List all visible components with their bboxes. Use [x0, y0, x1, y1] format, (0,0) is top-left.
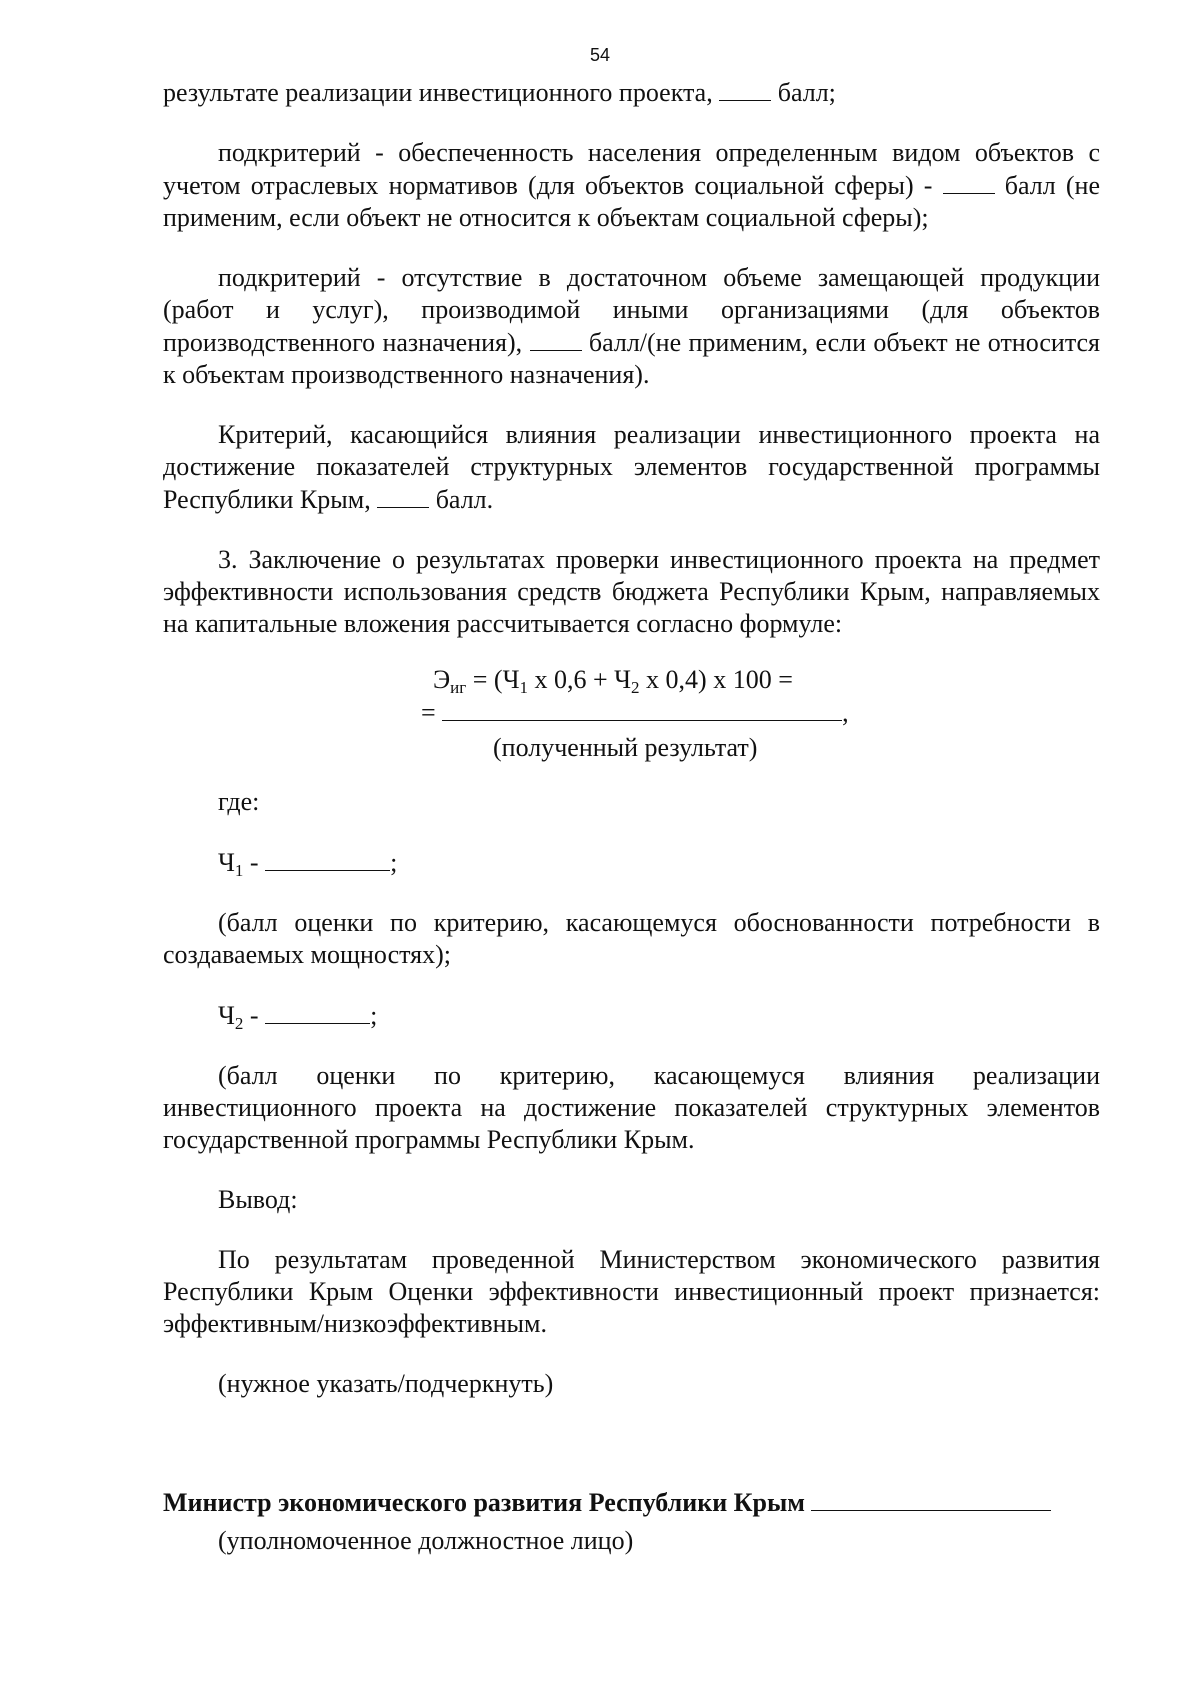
formula-result-line: = ,	[421, 698, 849, 727]
paragraph-text: балл/(не применим, если объект не относится к объектам производственного назначения).	[163, 328, 1100, 389]
where-label: где:	[218, 787, 260, 816]
conclusion-text: По результатам проведенной Министерством экономического развития Республики Крым Оценки эффективности инвестиционный проект признается: эффективным/низкоэффективным.	[163, 1245, 1100, 1338]
formula-expression: $Э_{иг} = (Ч_1$ x $0,6 + Ч_2$ x 0,4) x 100 =	[433, 665, 793, 697]
conclusion-note: (нужное указать/подчеркнуть)	[218, 1369, 554, 1398]
formula-result-note: (полученный результат)	[493, 733, 758, 762]
conclusion-label: Вывод:	[218, 1185, 298, 1214]
score-blank	[530, 326, 582, 351]
ch1-note: (балл оценки по критерию, касающемуся обоснованности потребности в создаваемых мощностях);	[163, 908, 1100, 969]
paragraph-continuation	[163, 76, 1100, 109]
document-body	[163, 76, 1100, 1557]
signature-line	[163, 1486, 1100, 1519]
score-blank	[377, 483, 429, 508]
paragraph-text: балл;	[771, 78, 836, 107]
ch2-note: (балл оценки по критерию, касающемуся влияния реализации инвестиционного проекта на достижение показателей структурных элементов государственной программы Республики Крым.	[163, 1061, 1100, 1154]
paragraph-text: Критерий, касающийся влияния реализации инвестиционного проекта на достижение показателей структурных элементов государственной программы Республики Крым,	[163, 420, 1100, 514]
ch2-blank	[265, 999, 370, 1024]
paragraph-text: подкритерий - отсутствие в достаточном объеме замещающей продукции (работ и услуг), производимой иными организациями (для объектов производственного назначения),	[163, 263, 1100, 357]
result-blank	[442, 696, 842, 721]
paragraph-text: балл.	[429, 485, 494, 514]
paragraph-text: подкритерий - обеспеченность населения определенным видом объектов с учетом отраслевых нормативов (для объектов социальной сферы) -	[163, 138, 1100, 200]
paragraph-subcriterion-production	[163, 262, 1100, 391]
formula	[163, 664, 1100, 764]
signature-title: Министр экономического развития Республики Крым	[163, 1488, 806, 1517]
paragraph-text: балл (не применим, если объект не относится к объектам социальной сферы);	[163, 171, 1100, 232]
paragraph-conclusion-formula-intro: 3. Заключение о результатах проверки инвестиционного проекта на предмет эффективности использования средств бюджета Республики Крым, направляемых на капитальные вложения рассчитывается согласно формуле:	[163, 545, 1100, 638]
paragraph-criterion-program	[163, 419, 1100, 516]
paragraph-text: результате реализации инвестиционного проекта,	[163, 78, 720, 107]
paragraph-subcriterion-social	[163, 137, 1100, 234]
score-blank	[943, 169, 995, 194]
ch2-line: $Ч_2$ - ;	[218, 1001, 378, 1033]
ch1-blank	[265, 846, 390, 871]
signature-note: (уполномоченное должностное лицо)	[218, 1526, 634, 1555]
page-number: 54	[589, 45, 611, 65]
ch1-line: $Ч_1$ - ;	[218, 848, 398, 880]
signature-blank	[811, 1486, 1051, 1511]
score-blank	[719, 76, 771, 101]
